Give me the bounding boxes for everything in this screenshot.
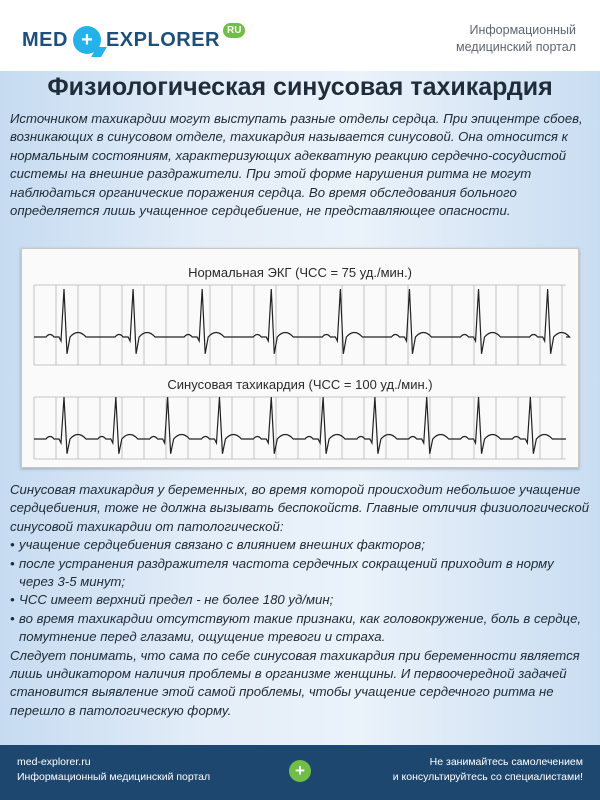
site-header bbox=[0, 0, 600, 71]
ecg-strips bbox=[22, 249, 578, 467]
ecg-normal-label: Нормальная ЭКГ (ЧСС = 75 уд./мин.) bbox=[188, 265, 412, 280]
header-tagline bbox=[456, 22, 576, 56]
ecg-tachy-trace bbox=[34, 397, 566, 454]
list-item: • во время тахикардии отсутствуют такие признаки, как головокружение, боль в сердце, помутнение перед глазами, ощущение тревоги и страха. bbox=[10, 610, 592, 647]
list-item: • после устранения раздражителя частота сердечных сокращений приходит в норму через 3-5 минут; bbox=[10, 555, 592, 592]
footer-left bbox=[17, 755, 210, 785]
footer-plus-icon: + bbox=[289, 760, 311, 782]
ecg-tachy-label: Синусовая тахикардия (ЧСС = 100 уд./мин.) bbox=[167, 377, 433, 392]
conclusion: Следует понимать, что сама по себе синусовая тахикардия при беременности является лишь индикатором наличия проблемы в организме женщины. И первоочередной задачей становится выявление этой самой проблемы, чтобы учащение сердечного ритма не перешло в патологическую форму. bbox=[10, 647, 580, 718]
ecg-normal-trace bbox=[34, 289, 570, 354]
footer-right bbox=[393, 755, 583, 785]
logo-ru-badge: RU bbox=[223, 23, 245, 38]
body-intro: Синусовая тахикардия у беременных, во время которой происходит небольшое учащение сердцебиения, тоже не должна вызывать беспокойств. Главные отличия физиологической синусовой тахикардии от патологической: bbox=[10, 482, 590, 534]
tagline-line1: Информационный bbox=[469, 23, 576, 37]
ecg-normal-grid bbox=[34, 285, 566, 365]
footer-site-desc: Информационный медицинский портал bbox=[17, 771, 211, 783]
footer-site-link[interactable]: med-explorer.ru bbox=[17, 756, 91, 768]
logo-plus-icon: + bbox=[73, 26, 101, 54]
logo-med: MED bbox=[22, 28, 68, 51]
intro-paragraph: Источником тахикардии могут выступать разные отделы сердца. При эпицентре сбоев, возникающих в синусовом отделе, тахикардия называется синусовой. Она относится к нормальным состояниям, характеризующих адекватную реакцию сердечно-сосудистой системы на внешние раздражители. При этой форме нарушения ритма не могут наблюдаться органические поражения сердца. Во время обследования больного определяется лишь учащенное сердцебиение, не представляющее опасности. bbox=[10, 111, 583, 219]
site-footer bbox=[0, 745, 600, 800]
footer-warning-line1: Не занимайтесь самолечением bbox=[429, 756, 583, 768]
site-logo[interactable] bbox=[22, 22, 245, 58]
list-item: • ЧСС имеет верхний предел - не более 180 уд/мин; bbox=[10, 591, 592, 609]
logo-explorer: EXPLORER bbox=[105, 28, 220, 51]
footer-warning-line2: и консультируйтесь со специалистами! bbox=[392, 771, 583, 783]
article-title: Физиологическая синусовая тахикардия bbox=[47, 73, 553, 101]
ecg-figure bbox=[21, 248, 579, 468]
tagline-line2: медицинский портал bbox=[456, 40, 576, 54]
differences-list bbox=[10, 536, 592, 646]
list-item: • учащение сердцебиения связано с влиянием внешних факторов; bbox=[10, 536, 592, 554]
body-text bbox=[10, 481, 592, 720]
